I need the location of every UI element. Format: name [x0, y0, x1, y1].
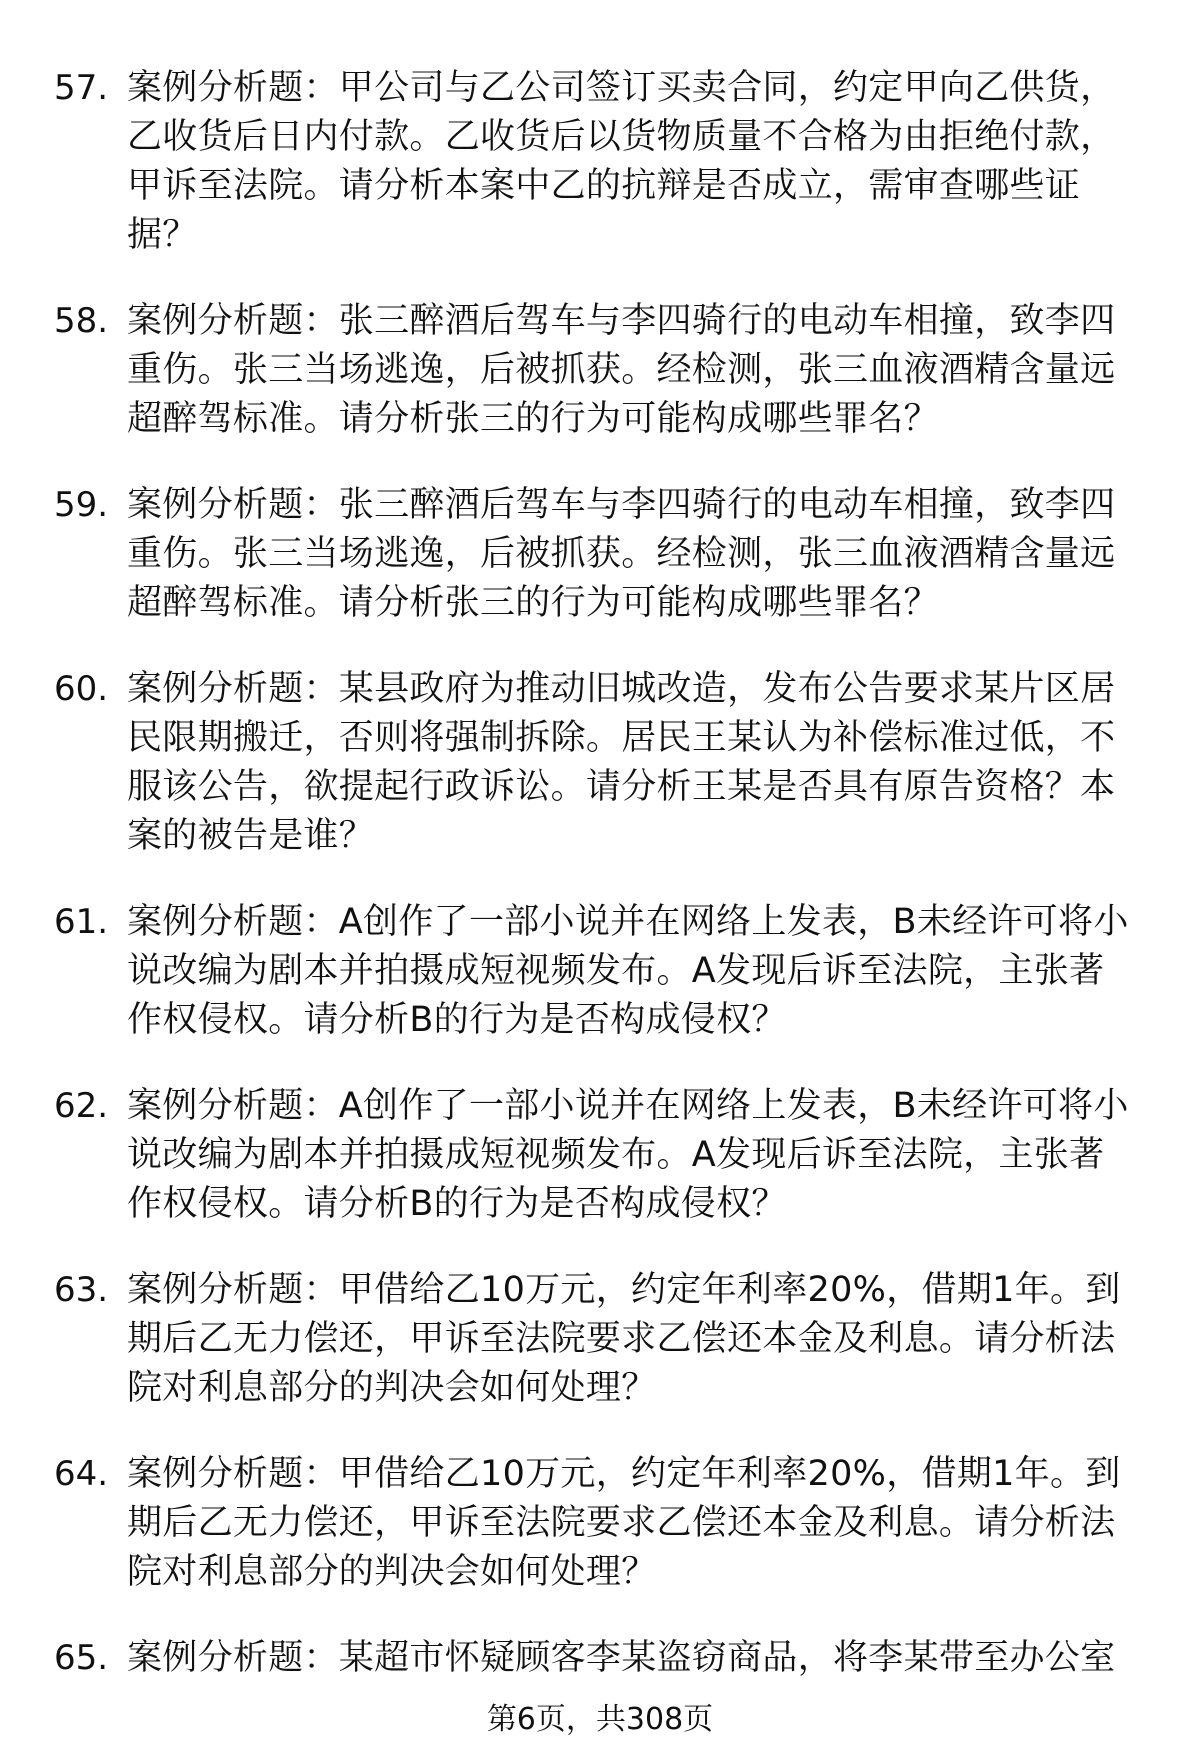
question-text-line: 案例分析题：某超市怀疑顾客李某盗窃商品，将李某带至办公室: [127, 1638, 1116, 1678]
question-text: [127, 898, 1177, 1045]
question-number: 61.: [54, 902, 109, 942]
question-text: [127, 297, 1177, 444]
question-text: [127, 1450, 1177, 1597]
question-text-line: 案例分析题：甲借给乙10万元，约定年利率20%，借期1年。到: [127, 1454, 1121, 1494]
question-number: 65.: [54, 1638, 109, 1678]
question-text-line: 期后乙无力偿还，甲诉至法院要求乙偿还本金及利息。请分析法: [127, 1503, 1116, 1543]
question-text-line: 案例分析题：甲公司与乙公司签订买卖合同，约定甲向乙供货，: [127, 68, 1116, 108]
question-text-line: 说改编为剧本并拍摄成短视频发布。A发现后诉至法院，主张著: [127, 951, 1105, 991]
question-number: 63.: [54, 1270, 109, 1310]
question-text-line: 院对利息部分的判决会如何处理？: [127, 1368, 657, 1408]
question-text-line: 案例分析题：某县政府为推动旧城改造，发布公告要求某片区居: [127, 669, 1116, 709]
question-text-line: 作权侵权。请分析B的行为是否构成侵权？: [127, 1000, 787, 1040]
question-text: [127, 1266, 1177, 1413]
question-text-line: 甲诉至法院。请分析本案中乙的抗辩是否成立，需审查哪些证: [127, 166, 1081, 206]
question-text: [127, 665, 1177, 861]
question-text: [127, 64, 1177, 260]
question-text: [127, 481, 1177, 628]
question-text-line: 案例分析题：张三醉酒后驾车与李四骑行的电动车相撞，致李四: [127, 301, 1116, 341]
question-text-line: 超醉驾标准。请分析张三的行为可能构成哪些罪名？: [127, 583, 939, 623]
page-footer: 第6页，共308页: [486, 1702, 714, 1737]
question-number: 59.: [54, 485, 109, 525]
question-number: 57.: [54, 68, 109, 108]
question-text-line: 据？: [127, 215, 198, 255]
question-number: 60.: [54, 669, 109, 709]
question-text-line: 案例分析题：A创作了一部小说并在网络上发表，B未经许可将小: [127, 902, 1129, 942]
question-text-line: 案例分析题：甲借给乙10万元，约定年利率20%，借期1年。到: [127, 1270, 1121, 1310]
question-text-line: 乙收货后日内付款。乙收货后以货物质量不合格为由拒绝付款，: [127, 117, 1116, 157]
question-text-line: 院对利息部分的判决会如何处理？: [127, 1552, 657, 1592]
question-text: [127, 1634, 1177, 1683]
question-text: [127, 1082, 1177, 1229]
question-number: 62.: [54, 1086, 109, 1126]
question-text-line: 重伤。张三当场逃逸，后被抓获。经检测，张三血液酒精含量远: [127, 350, 1116, 390]
question-text-line: 民限期搬迁，否则将强制拆除。居民王某认为补偿标准过低，不: [127, 718, 1116, 758]
question-text-line: 重伤。张三当场逃逸，后被抓获。经检测，张三血液酒精含量远: [127, 534, 1116, 574]
question-text-line: 期后乙无力偿还，甲诉至法院要求乙偿还本金及利息。请分析法: [127, 1319, 1116, 1359]
question-text-line: 超醉驾标准。请分析张三的行为可能构成哪些罪名？: [127, 399, 939, 439]
question-text-line: 案例分析题：A创作了一部小说并在网络上发表，B未经许可将小: [127, 1086, 1129, 1126]
question-text-line: 说改编为剧本并拍摄成短视频发布。A发现后诉至法院，主张著: [127, 1135, 1105, 1175]
question-text-line: 作权侵权。请分析B的行为是否构成侵权？: [127, 1184, 787, 1224]
question-text-line: 服该公告，欲提起行政诉讼。请分析王某是否具有原告资格？本: [127, 767, 1116, 807]
question-text-line: 案的被告是谁？: [127, 816, 375, 856]
question-text-line: 案例分析题：张三醉酒后驾车与李四骑行的电动车相撞，致李四: [127, 485, 1116, 525]
question-number: 64.: [54, 1454, 109, 1494]
question-number: 58.: [54, 301, 109, 341]
